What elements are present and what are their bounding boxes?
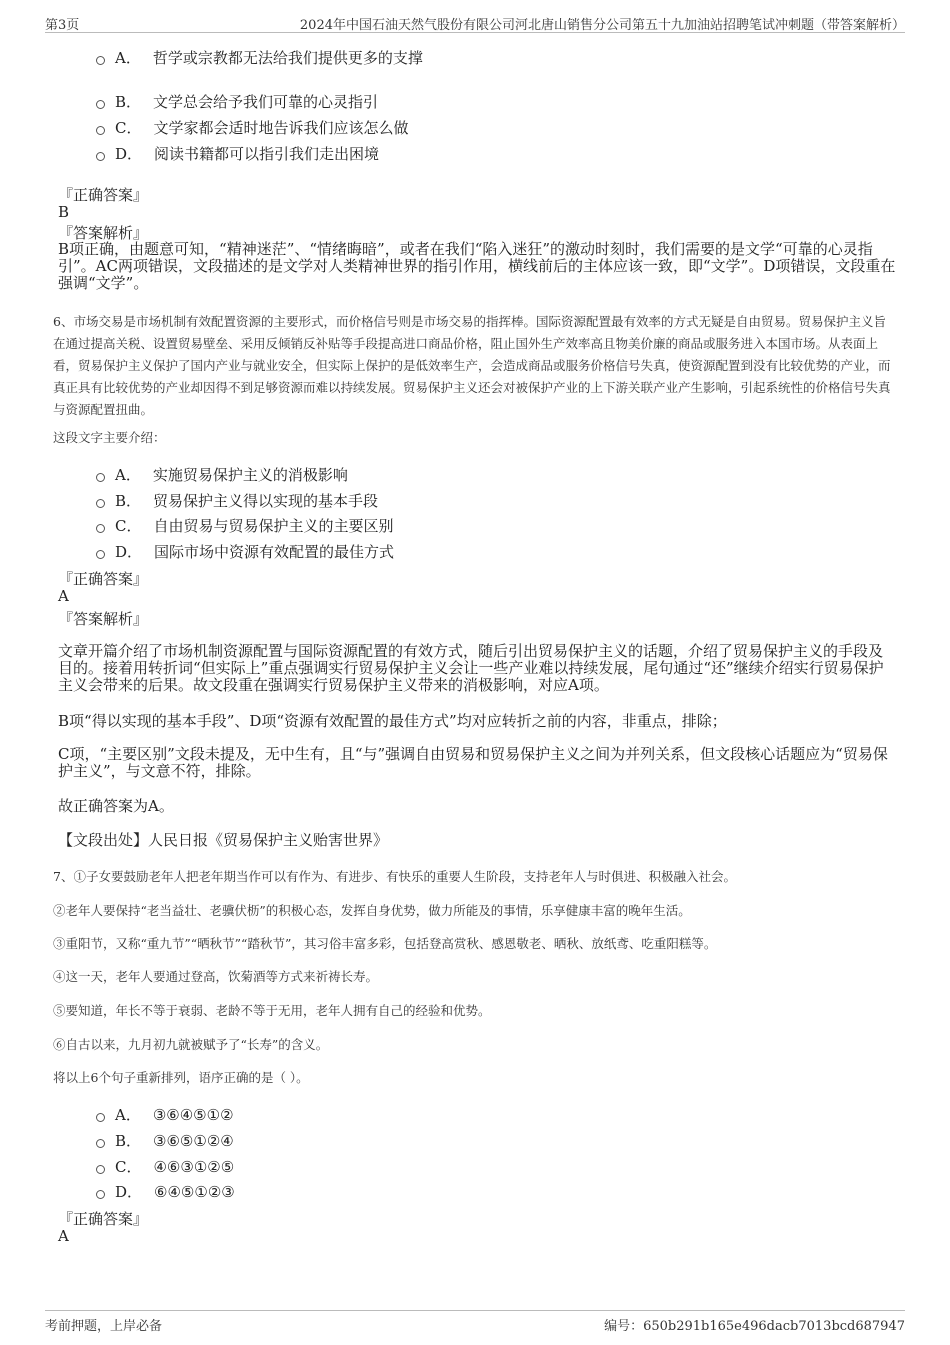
q7-sentence-2: ②老年人要保持“老当益壮、老骥伏枥”的积极心态，发挥自身优势，做力所能及的事情，乐享健康丰富的晚年生活。 [53, 903, 691, 918]
q7-option-b[interactable]: B． ③⑥⑤①②④ [96, 1130, 234, 1151]
radio-icon[interactable] [96, 473, 105, 482]
q6-option-d[interactable]: D． 国际市场中资源有效配置的最佳方式 [96, 541, 394, 562]
radio-icon[interactable] [96, 1113, 105, 1122]
q7-sentence-6: ⑥自古以来，九月初九就被赋予了“长寿”的含义。 [53, 1037, 329, 1052]
q6-answer: A [58, 587, 69, 605]
q5-answer-label: 『正确答案』 [58, 186, 149, 204]
q7-sentence-4: ④这一天，老年人要通过登高，饮菊酒等方式来祈祷长寿。 [53, 969, 379, 984]
radio-icon[interactable] [96, 550, 105, 559]
q6-analysis-paragraph-4: 故正确答案为A。 [58, 797, 174, 815]
q6-stem: 这段文字主要介绍： [53, 430, 166, 445]
q7-sentence-5: ⑤要知道，年长不等于衰弱、老龄不等于无用，老年人拥有自己的经验和优势。 [53, 1003, 491, 1018]
document-code: 编号：650b291b165e496dacb7013bcd687947 [604, 1319, 905, 1334]
radio-icon[interactable] [96, 1139, 105, 1148]
page-header [45, 12, 905, 33]
q6-source: 【文段出处】人民日报《贸易保护主义贻害世界》 [58, 831, 389, 849]
q6-analysis-paragraph-3: C项，“主要区别”文段未提及，无中生有，且“与”强调自由贸易和贸易保护主义之间为并列关系，但文段核心话题应为“贸易保护主义”，与文意不符，排除。 [58, 745, 888, 780]
radio-icon[interactable] [96, 56, 105, 65]
q6-analysis-paragraph-2: B项“得以实现的基本手段”、D项“资源有效配置的最佳方式”均对应转折之前的内容，非重点，排除； [58, 712, 727, 730]
q6-option-a[interactable]: A． 实施贸易保护主义的消极影响 [96, 464, 348, 485]
q7-sentence-1: 7、①子女要鼓励老年人把老年期当作可以有作为、有进步、有快乐的重要人生阶段，支持老年人与时俱进、积极融入社会。 [53, 869, 736, 884]
radio-icon[interactable] [96, 152, 105, 161]
footer-slogan: 考前押题，上岸必备 [45, 1319, 163, 1334]
q7-answer: A [58, 1227, 69, 1245]
q7-answer-label: 『正确答案』 [58, 1210, 149, 1228]
q5-option-c[interactable]: C． 文学家都会适时地告诉我们应该怎么做 [96, 117, 409, 138]
q5-option-d[interactable]: D． 阅读书籍都可以指引我们走出困境 [96, 143, 379, 164]
q5-analysis: B项正确，由题意可知，“精神迷茫”、“情绪晦暗”，或者在我们“陷入迷狂”的激动时刻时，我们需要的是文学“可靠的心灵指引”。AC两项错误，文段描述的是文学对人类精神世界的指引作用，横线前后的主体应该一致，即“文学”。D项错误，文段重在强调“文学”。 [58, 240, 896, 292]
q5-answer: B [58, 203, 70, 221]
q5-option-b[interactable]: B． 文学总会给予我们可靠的心灵指引 [96, 91, 378, 112]
q5-option-a[interactable]: A． 哲学或宗教都无法给我们提供更多的支撑 [96, 47, 423, 68]
radio-icon[interactable] [96, 1190, 105, 1199]
radio-icon[interactable] [96, 100, 105, 109]
radio-icon[interactable] [96, 126, 105, 135]
q6-analysis-label: 『答案解析』 [58, 610, 149, 628]
q7-option-d[interactable]: D． ⑥④⑤①②③ [96, 1181, 235, 1202]
q6-option-c[interactable]: C． 自由贸易与贸易保护主义的主要区别 [96, 515, 394, 536]
radio-icon[interactable] [96, 1165, 105, 1174]
q6-passage: 6、市场交易是市场机制有效配置资源的主要形式，而价格信号则是市场交易的指挥棒。国际资源配置最有效率的方式无疑是自由贸易。贸易保护主义旨在通过提高关税、设置贸易壁垒、采用反倾销反补贴等手段提高进口商品价格，阻止国外生产效率高且物美价廉的商品或服务进入本国市场。从表面上看，贸易保护主义保护了国内产业与就业安全，但实际上保护的是低效率生产，会造成商品或服务价格信号失真，使资源配置到没有比较优势的产业，而真正具有比较优势的产业却因得不到足够资源而难以持续发展。贸易保护主义还会对被保护产业的上下游关联产业产生影响，引起系统性的价格信号失真与资源配置扭曲。 [53, 314, 891, 417]
page-footer [45, 1310, 905, 1333]
q7-stem: 将以上6个句子重新排列，语序正确的是（ ）。 [53, 1070, 309, 1085]
radio-icon[interactable] [96, 499, 105, 508]
page-number: 第3页 [45, 18, 80, 33]
q6-option-b[interactable]: B． 贸易保护主义得以实现的基本手段 [96, 490, 378, 511]
q7-option-c[interactable]: C． ④⑥③①②⑤ [96, 1156, 234, 1177]
q5-analysis-label: 『答案解析』 [58, 224, 149, 242]
q6-analysis-paragraph-1: 文章开篇介绍了市场机制资源配置与国际资源配置的有效方式，随后引出贸易保护主义的话题，介绍了贸易保护主义的手段及目的。接着用转折词“但实际上”重点强调实行贸易保护主义会让一些产业难以持续发展，尾句通过“还”继续介绍实行贸易保护主义会带来的后果。故文段重在强调实行贸易保护主义带来的消极影响，对应A项。 [58, 642, 884, 694]
q7-sentence-3: ③重阳节，又称“重九节”“晒秋节”“踏秋节”，其习俗丰富多彩，包括登高赏秋、感恩敬老、晒秋、放纸鸢、吃重阳糕等。 [53, 936, 717, 951]
q7-option-a[interactable]: A． ③⑥④⑤①② [96, 1104, 234, 1125]
radio-icon[interactable] [96, 524, 105, 533]
q6-answer-label: 『正确答案』 [58, 570, 149, 588]
document-title: 2024年中国石油天然气股份有限公司河北唐山销售分公司第五十九加油站招聘笔试冲刺题（带答案解析） [299, 18, 905, 33]
